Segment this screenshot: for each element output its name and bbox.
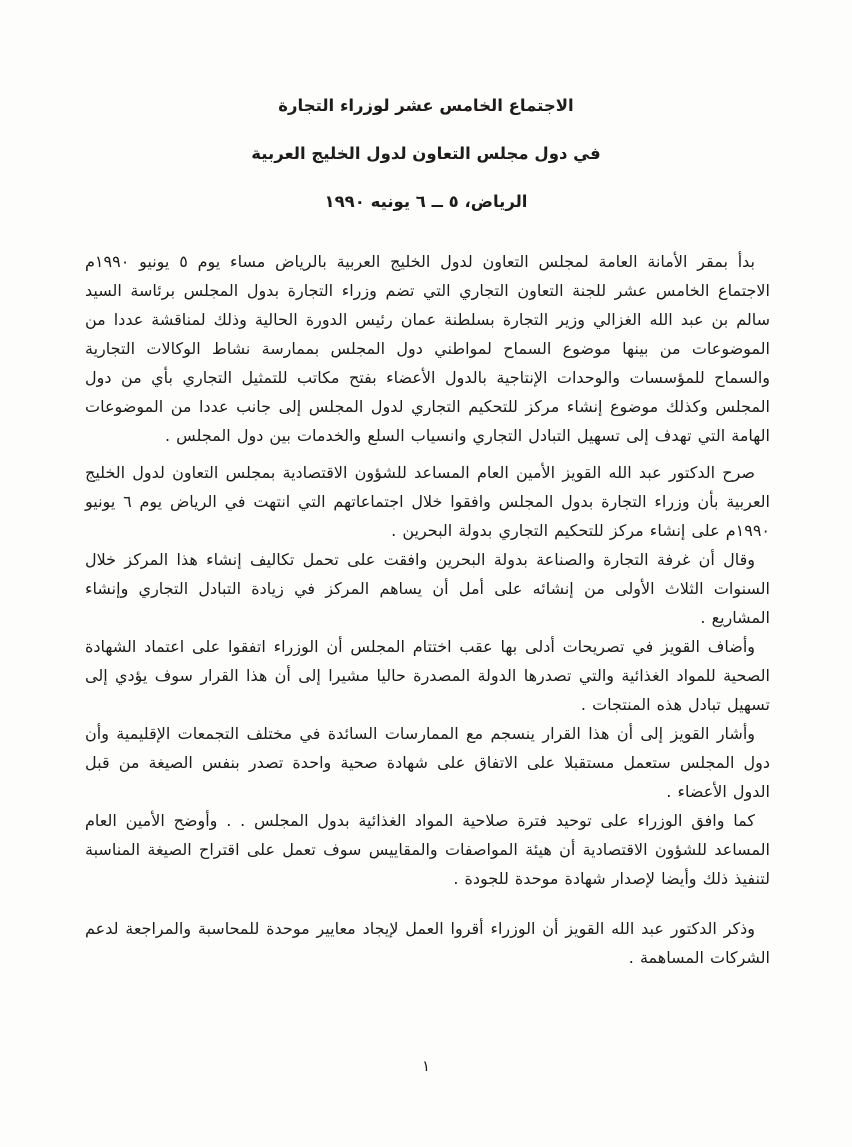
document-header [0,0,852,211]
document-title-line-2: في دول مجلس التعاون لدول الخليج العربية [251,144,601,163]
paragraph-accounting-standards: وذكر الدكتور عبد الله القويز أن الوزراء أقروا العمل لإيجاد معايير موحدة للمحاسبة والمراجعة لدعم الشركات المساهمة . [85,919,770,967]
paragraph-food-shelf-life: كما وافق الوزراء على توحيد فترة صلاحية المواد الغذائية بدول المجلس . . وأوضح الأمين العام المساعد للشؤون الاقتصادية أن هيئة المواصفات والمقاييس سوف تعمل على اقتراح الصيغة المناسبة لتنفيذ ذلك وأيضا لإصدار شهادة موحدة للجودة . [85,811,770,888]
document-body [85,247,770,972]
paragraph-health-certificate: وأضاف القويز في تصريحات أدلى بها عقب اختتام المجلس أن الوزراء اتفقوا على اعتماد الشهادة الصحية للمواد الغذائية والتي تصدرها الدولة المصدرة حاليا مشيرا إلى أن هذا القرار سوف يؤدي إلى تسهيل تبادل هذه المنتجات . [85,637,770,714]
paragraph-opening-session: بدأ بمقر الأمانة العامة لمجلس التعاون لدول الخليج العربية بالرياض مساء يوم ٥ يونيو ١٩٩٠م الاجتماع الخامس عشر للجنة التعاون التجاري التي تضم وزراء التجارة بدول المجلس برئاسة السيد سالم بن عبد الله الغزالي وزير التجارة بسلطنة عمان رئيس الدورة الحالية وذلك لمناقشة عددا من الموضوعات من بينها موضوع السماح لمواطني دول المجلس بممارسة نشاط الوكالات التجارية والسماح للمؤسسات والوحدات الإنتاجية بالدول الأعضاء بفتح مكاتب للتمثيل التجاري بأي من دول المجلس وكذلك موضوع إنشاء مركز للتحكيم التجاري لدول المجلس إلى جانب عددا من الموضوعات الهامة التي تهدف إلى تسهيل التبادل التجاري وانسياب السلع والخدمات بين دول المجلس . [85,252,770,445]
page-number: ١ [421,1057,431,1075]
paragraph-quwaiz-statement: صرح الدكتور عبد الله القويز الأمين العام المساعد للشؤون الاقتصادية بمجلس التعاون لدول الخليج العربية بأن وزراء التجارة بدول المجلس وافقوا خلال اجتماعاتهم التي انتهت في الرياض يوم ٦ يونيو ١٩٩٠م على إنشاء مركز للتحكيم التجاري بدولة البحرين . [85,463,770,540]
document-title-line-3: الرياض، ٥ ــ ٦ يونيه ١٩٩٠ [324,192,528,211]
document-title-line-1: الاجتماع الخامس عشر لوزراء التجارة [278,96,574,115]
page-footer [0,1056,852,1075]
paragraph-bahrain-chamber: وقال أن غرفة التجارة والصناعة بدولة البحرين وافقت على تحمل تكاليف إنشاء هذا المركز خلال السنوات الثلاث الأولى من إنشائه على أمل أن يساهم المركز في زيادة التبادل التجاري وإنشاء المشاريع . [85,550,770,627]
paragraph-regional-practices: وأشار القويز إلى أن هذا القرار ينسجم مع الممارسات السائدة في مختلف التجمعات الإقليمية وأن دول المجلس ستعمل مستقبلا على الاتفاق على شهادة صحية واحدة تصدر بنفس الصيغة من قبل الدول الأعضاء . [85,724,770,801]
